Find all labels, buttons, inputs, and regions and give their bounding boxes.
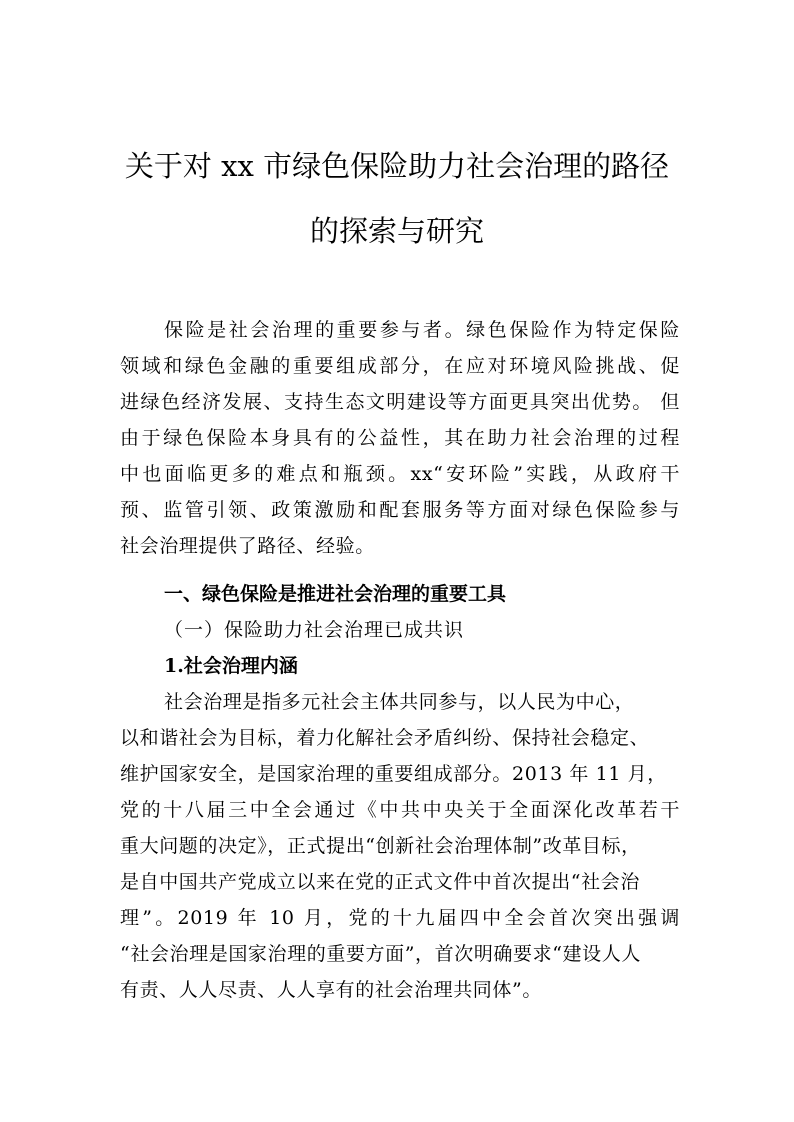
section-heading-2: （一）保险助力社会治理已成共识 <box>164 619 465 641</box>
intro-line: 进绿色经济发展、支持生态文明建设等方面更具突出优势。 但 <box>120 391 680 413</box>
intro-line: 中也面临更多的难点和瓶颈。xx“安环险”实践，从政府干 <box>120 463 680 485</box>
body-line: 是自中国共产党成立以来在党的正式文件中首次提出“社会治 <box>120 871 640 893</box>
body-line: “社会治理是国家治理的重要方面”，首次明确要求“建设人人 <box>120 943 641 965</box>
intro-line: 由于绿色保险本身具有的公益性，其在助力社会治理的过程 <box>120 427 680 449</box>
body-line: 社会治理是指多元社会主体共同参与，以人民为中心， <box>164 691 635 713</box>
body-line: 以和谐社会为目标，着力化解社会矛盾纠纷、保持社会稳定、 <box>120 727 650 749</box>
intro-line: 社会治理提供了路径、经验。 <box>120 535 375 557</box>
body-line: 维护国家安全，是国家治理的重要组成部分。2013 年 11 月， <box>120 763 667 785</box>
title-line-1: 关于对 xx 市绿色保险助力社会治理的路径 <box>124 149 670 183</box>
section-heading-3: 1.社会治理内涵 <box>164 655 298 677</box>
body-line: 党的十八届三中全会通过《中共中央关于全面深化改革若干 <box>120 799 680 821</box>
intro-line: 保险是社会治理的重要参与者。绿色保险作为特定保险 <box>164 319 680 341</box>
title-line-2: 的探索与研究 <box>309 214 484 248</box>
body-line: 重大问题的决定》，正式提出“创新社会治理体制”改革目标， <box>120 835 641 857</box>
body-line: 有责、人人尽责、人人享有的社会治理共同体”。 <box>120 979 542 1001</box>
intro-line: 预、监管引领、政策激励和配套服务等方面对绿色保险参与 <box>120 499 680 521</box>
section-heading-1: 一、绿色保险是推进社会治理的重要工具 <box>164 583 507 605</box>
body-line: 理”。2019 年 10 月，党的十九届四中全会首次突出强调 <box>120 907 680 929</box>
intro-line: 领域和绿色金融的重要组成部分，在应对环境风险挑战、促 <box>120 355 680 377</box>
